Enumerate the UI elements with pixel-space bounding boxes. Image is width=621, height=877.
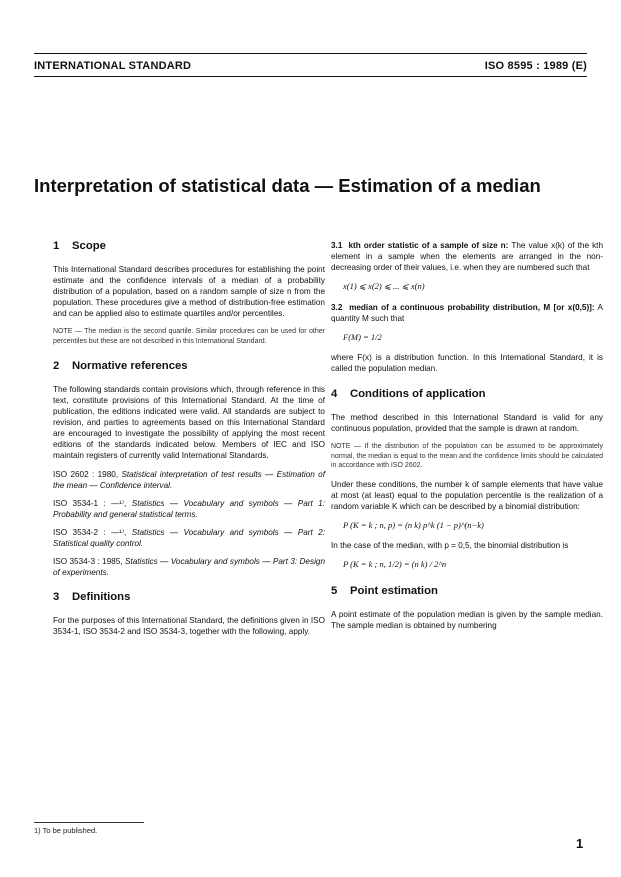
formula-binomial: P (K = k ; n, p) = (n k) p^k (1 − p)^(n−k) [343,519,484,530]
definition-3-2 [331,302,603,324]
definition-text: The value x(k) of the kth element in a sample when the elements are arranged in the non-decreasing order of their values, i.e. when they are numbered such that [331,241,603,272]
definition-text: A quantity M such that [331,303,604,323]
point-estimation-paragraph: A point estimate of the population median is given by the sample median. The sample median is obtained by numbering [331,609,603,630]
reference-item [53,498,325,520]
scope-paragraph: This International Standard describes procedures for establishing the point estimate and the confidence intervals of a median of a probability distribution of a population, based on a random sample of size n from the population. These procedures give a method of distribution-free estimation and can be applied also to estimate quartiles and/or percentiles. [53,265,325,318]
section-number: 3 [53,591,60,603]
formula-median: F(M) = 1/2 [343,332,382,342]
header-left: INTERNATIONAL STANDARD [34,60,192,72]
definition-3-2-after: where F(x) is a distribution function. In this International Standard, it is called the population median. [331,353,603,373]
reference-code: ISO 2602 : 1980, [53,470,119,479]
header-rule-top [34,53,587,54]
formula-binomial-median: P (K = k ; n, 1/2) = (n k) / 2^n [343,558,447,569]
reference-title: Statistics — Vocabulary and symbols — Part 3: Design of experiments. [53,557,326,577]
reference-item [53,469,325,491]
definition-number: 3.1 [331,241,343,250]
normative-paragraph: The following standards contain provisions which, through reference in this text, constitute provisions of this International Standard. At the time of publication, the editions indicated were valid. All standards are subject to revision, and parties to agreements based on this International Standard are encouraged to investigate the possibility of applying the most recent editions of the standards indicated below. Members of IEC and ISO maintain registers of currently valid International Standards. [53,385,325,460]
reference-code: ISO 3534-2 : —¹⁾, [53,528,127,537]
reference-title: Statistical interpretation of test results — Estimation of the mean — Confidence interval. [53,470,325,490]
conditions-paragraph-3: In the case of the median, with p = 0,5, the binomial distribution is [331,540,569,550]
section-heading-normative [53,360,325,372]
reference-code: ISO 3534-1 : —¹⁾, [53,499,127,508]
reference-title: Statistics — Vocabulary and symbols — Part 2: Statistical quality control. [53,528,325,548]
definition-3-1 [331,240,603,273]
reference-item [53,527,325,549]
section-number: 5 [331,584,338,597]
definition-number: 3.2 [331,303,343,312]
section-number: 1 [53,240,60,252]
definition-term: median of a continuous probability distribution, M [or x(0,5)]: [349,303,595,312]
right-column [331,240,603,639]
section-title: Definitions [72,591,131,603]
footnote-rule [34,822,144,823]
page-number: 1 [576,836,584,851]
left-column [53,240,325,645]
section-heading-conditions [331,388,603,400]
footnote: 1) To be published. [34,826,98,835]
section-heading-definitions [53,591,325,603]
conditions-note: NOTE — If the distribution of the population can be assumed to be approximately normal, the median is equal to the mean and the confidence limits should be calculated in accordance with ISO 2602. [331,443,603,469]
reference-code: ISO 3534-3 : 1985, [53,557,123,566]
reference-title: Statistics — Vocabulary and symbols — Part 1: Probability and general statistical terms. [53,499,325,519]
section-title: Conditions of application [350,388,486,400]
reference-item [53,556,325,578]
section-number: 4 [331,388,338,400]
conditions-paragraph-2: Under these conditions, the number k of sample elements that have value at most (at least) equal to the population percentile is the realization of a random variable K which can be described by a binomial distribution: [331,479,603,511]
section-number: 2 [53,360,60,372]
header-rule-bottom [34,76,587,77]
definitions-paragraph: For the purposes of this International Standard, the definitions given in ISO 3534-1, ISO 3534-2 and ISO 3534-3, together with the following, apply. [53,616,325,636]
definition-term: kth order statistic of a sample of size n: [348,241,509,250]
scope-note: NOTE — The median is the second quartile. Similar procedures can be used for other percentiles but these are not described in this International Standard. [53,328,325,345]
section-title: Scope [72,240,106,252]
section-heading-scope [53,240,325,252]
section-title: Point estimation [350,584,438,597]
conditions-paragraph: The method described in this International Standard is valid for any continuous population, provided that the sample is drawn at random. [331,413,603,433]
header-right: ISO 8595 : 1989 (E) [484,60,587,72]
document-title: Interpretation of statistical data — Estimation of a median [34,175,541,196]
formula-order-statistics: x(1) ⩽ x(2) ⩽ ... ⩽ x(n) [343,281,425,291]
section-title: Normative references [72,360,188,372]
section-heading-point-estimation [331,585,603,597]
